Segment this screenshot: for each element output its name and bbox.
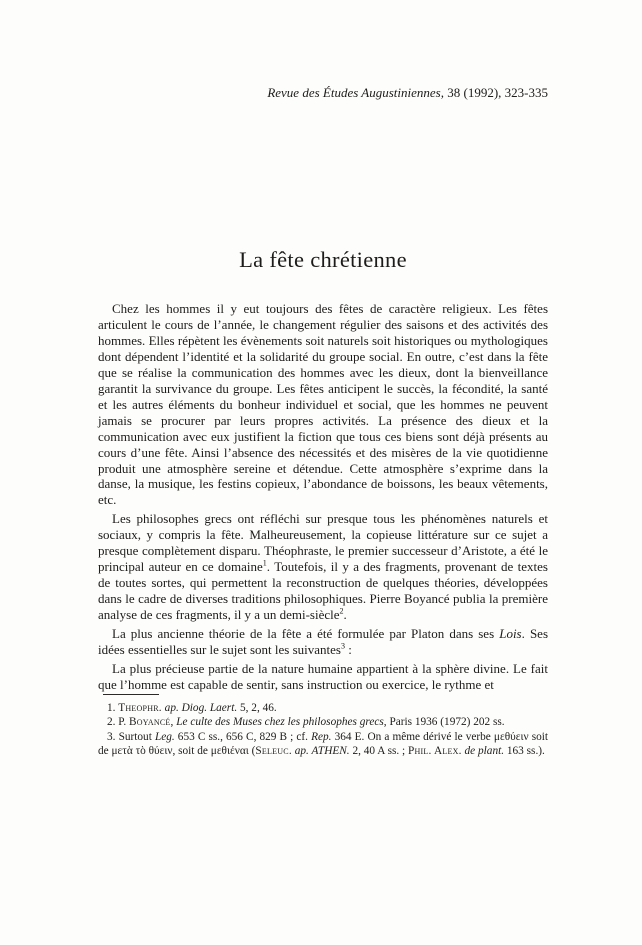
article-title: La fête chrétienne [239, 247, 407, 272]
article-body [98, 301, 548, 696]
body-paragraph-3: La plus ancienne théorie de la fête a été formulée par Platon dans ses Lois. Ses idées essentielles sur le sujet sont les suivantes$^3$ : [98, 626, 549, 658]
body-paragraph-2: Les philosophes grecs ont réfléchi sur presque tous les phénomènes naturels et sociaux, y compris la fête. Malheureusement, la copieuse littérature sur ce sujet a presque complètement disparu. Théophraste, le premier successeur d’Aristote, a été le principal auteur en ce domaine$^1$. Toutefois, il y a des fragments, provenant de textes de toutes sortes, qui permettent la reconstruction de quelques théories, développées dans le cadre de diverses traditions philosophiques. Pierre Boyancé publia la première analyse de ces fragments, il y a un demi-siècle$^2$. [98, 511, 548, 623]
body-paragraph-4: La plus précieuse partie de la nature humaine appartient à la sphère divine. Le fait que l’homme est capable de sentir, sans instruction ou exercice, le rythme et [98, 660, 548, 692]
footnote-1: 1. Theophr. ap. Diog. Laert. 5, 2, 46. [107, 702, 277, 714]
journal-citation: Revue des Études Augustiniennes, 38 (1992), 323-335 [267, 85, 548, 100]
footnotes-section [98, 694, 548, 758]
body-paragraph-1: Chez les hommes il y eut toujours des fêtes de caractère religieux. Les fêtes articulent le cours de l’année, le changement régulier des saisons et des activités des hommes. Elles répètent les évènements soit naturels soit historiques ou mythologiques dont dépendent l’identité et la solidarité du groupe social. En outre, c’est dans la fête que se réalise la communication des hommes avec les dieux, dont la bienveillance garantit la survivance du groupe. Les fêtes anticipent le succès, la fécondité, la santé et les autres éléments du bonheur individuel et social, que les hommes ne peuvent jamais se procurer par leurs propres activités. La présence des dieux et la communication avec eux justifient la fiction que tous ces biens sont déjà présents au cours d’une fête. Ainsi l’absence des nécessités et des misères de la vie quotidienne produit une atmosphère sereine et détendue. Cette atmosphère s’exprime dans la danse, la musique, les festins copieux, l’abondance de boissons, les beaux vêtements, etc. [98, 301, 548, 508]
footnote-2: 2. P. Boyancé, Le culte des Muses chez les philosophes grecs, Paris 1936 (1972) 202 ss. [107, 716, 505, 729]
footnote-3: 3. Surtout Leg. 653 C ss., 656 C, 829 B ; cf. Rep. 364 E. On a même dérivé le verbe μεθύειν soit de μετὰ τὸ θύειν, soit de μεθιέναι (Seleuc. ap. ATHEN. 2, 40 A ss. ; Phil. Alex. de plant. 163 ss.). [98, 730, 549, 757]
footnote-separator [103, 694, 159, 695]
